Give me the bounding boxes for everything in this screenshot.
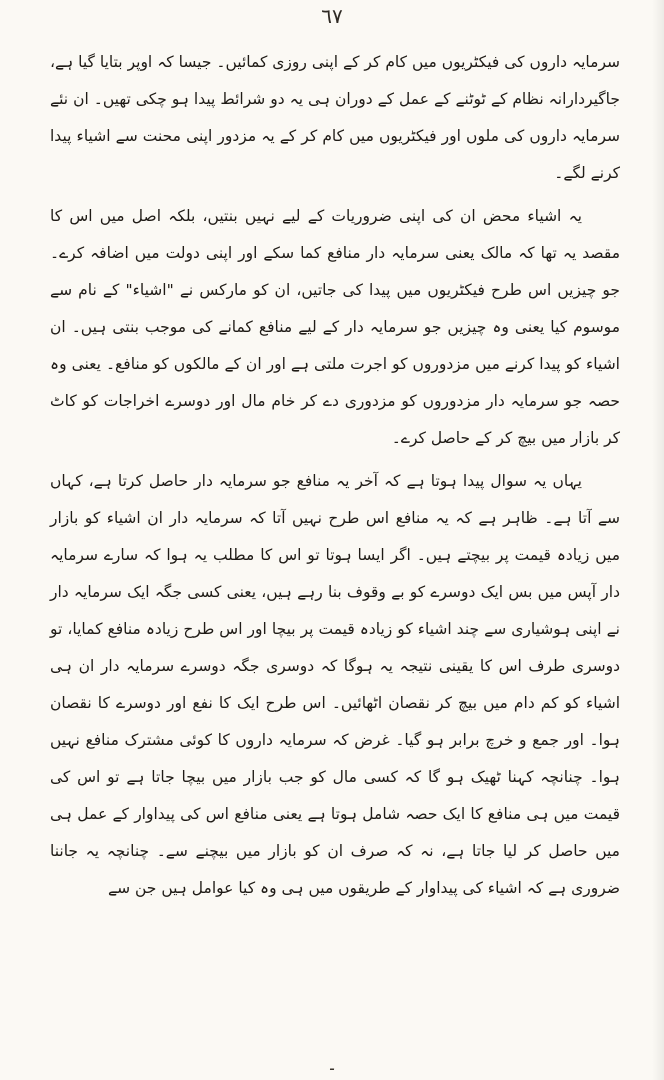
paragraph-2: یہ اشیاء محض ان کی اپنی ضروریات کے لیے نہیں بنتیں، بلکہ اصل میں اس کا مقصد یہ تھا کہ مالک یعنی سرمایہ دار منافع کما سکے اور اپنی دولت میں اضافہ کرے۔ جو چیزیں اس طرح فیکٹریوں میں پیدا کی جاتیں، ان کو مارکس نے "اشیاء" کے نام سے موسوم کیا یعنی وہ چیزیں جو سرمایہ دار کے لیے منافع کمانے کی موجب بنتی ہیں۔ ان اشیاء کو پیدا کرنے میں مزدوروں کو اجرت ملتی ہے اور ان کے مالکوں کو منافع۔ یعنی وہ حصہ جو سرمایہ دار مزدوروں کو مزدوری دے کر خام مال اور دوسرے اخراجات کو کاٹ کر بازار میں بیچ کر کے حاصل کرے۔ bbox=[50, 207, 620, 447]
page-number: ٦٧ bbox=[321, 4, 343, 28]
end-mark: ۔ bbox=[326, 1054, 338, 1075]
body-text bbox=[50, 44, 620, 910]
paragraph-1: سرمایہ داروں کی فیکٹریوں میں کام کر کے اپنی روزی کمائیں۔ جیسا کہ اوپر بتایا گیا ہے، جاگیردارانہ نظام کے ٹوٹنے کے عمل کے دوران ہی یہ دو شرائط پیدا ہو چکی تھیں۔ ان نئے سرمایہ داروں کی ملوں اور فیکٹریوں میں کام کر کے یہ مزدور اپنی محنت سے اشیاء پیدا کرنے لگے۔ bbox=[50, 53, 620, 182]
paragraph-3: یہاں یہ سوال پیدا ہوتا ہے کہ آخر یہ منافع جو سرمایہ دار حاصل کرتا ہے، کہاں سے آتا ہے۔ ظاہر ہے کہ یہ منافع اس طرح نہیں آتا کہ سرمایہ دار ان اشیاء کو بازار میں زیادہ قیمت پر بیچتے ہیں۔ اگر ایسا ہوتا تو اس کا مطلب یہ ہوا کہ سارے سرمایہ دار آپس میں بس ایک دوسرے کو بے وقوف بنا رہے ہیں، یعنی کسی جگہ ایک سرمایہ دار نے اپنی ہوشیاری سے چند اشیاء کو زیادہ قیمت پر بیچا اور اس طرح زیادہ منافع کمایا، تو دوسری طرف اس کا یقینی نتیجہ یہ ہوگا کہ دوسری جگہ دوسرے سرمایہ دار ان ہی اشیاء کو کم دام میں بیچ کر نقصان اٹھائیں۔ اس طرح ایک کا نفع اور دوسرے کا نقصان ہوا۔ اور جمع و خرچ برابر ہو گیا۔ غرض کہ سرمایہ داروں کا کوئی مشترک منافع نہیں ہوا۔ چنانچہ کہنا ٹھیک ہو گا کہ کسی مال کو جب بازار میں بیچا جاتا ہے تو اس کی قیمت میں ہی منافع کا ایک حصہ شامل ہوتا ہے یعنی منافع اس کی پیداوار کے عمل ہی میں حاصل کر لیا جاتا ہے، نہ کہ صرف ان کو بازار میں بیچنے سے۔ چنانچہ یہ جاننا ضروری ہے کہ اشیاء کی پیداوار کے طریقوں میں ہی وہ کیا عوامل ہیں جن سے bbox=[50, 472, 620, 897]
